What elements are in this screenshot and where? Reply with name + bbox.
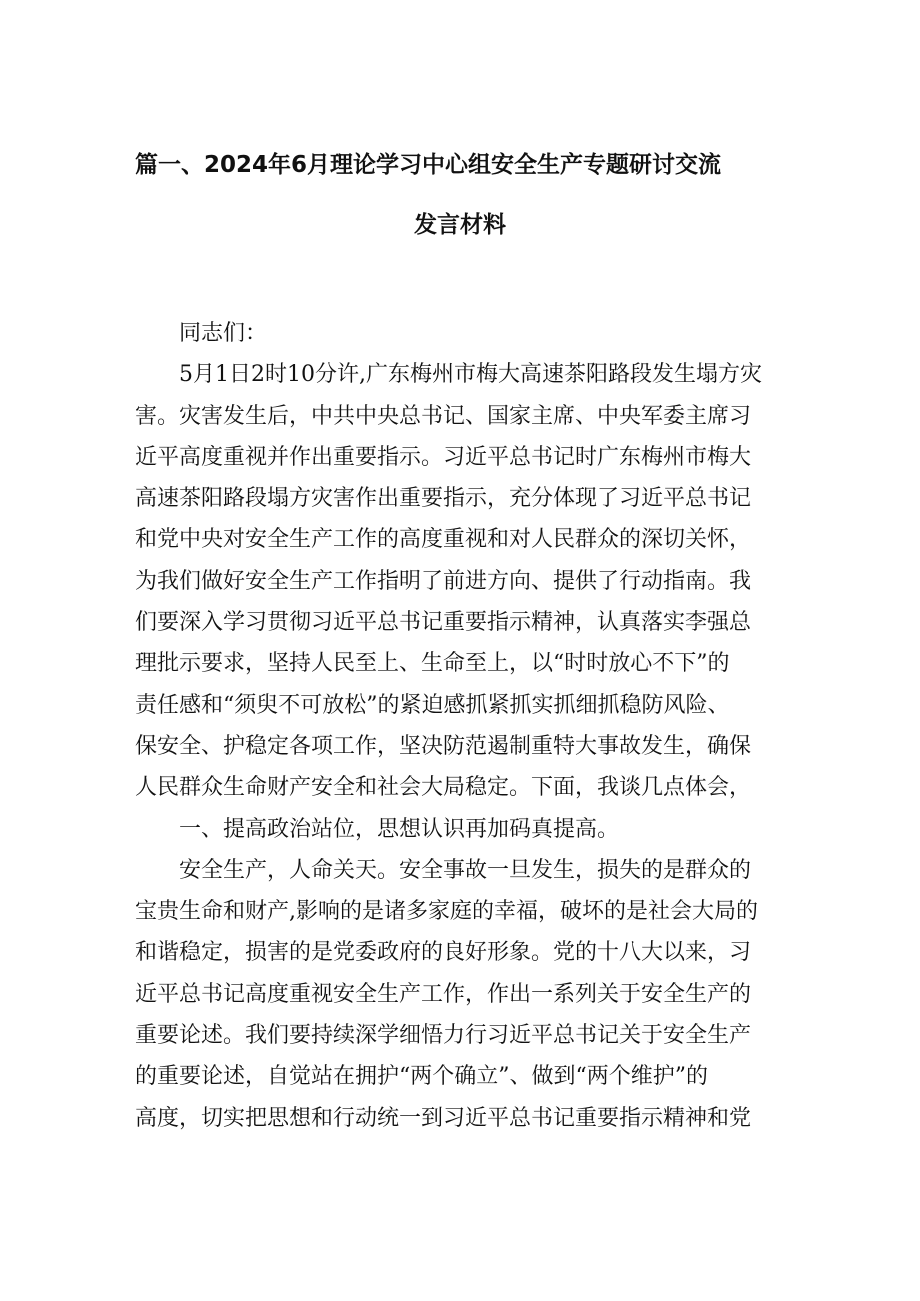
body-text-line: 理批示要求，坚持人民至上、生命至上，以“时时放心不下”的	[135, 651, 730, 677]
body-text-line: 和党中央对安全生产工作的高度重视和对人民群众的深切关怀，	[135, 527, 752, 553]
body-text-line: 和谐稳定，损害的是党委政府的良好形象。党的十八大以来，习	[135, 940, 752, 966]
body-text-line: 近平总书记高度重视安全生产工作，作出一系列关于安全生产的	[135, 981, 752, 1007]
body-text-line: 安全生产，人命关天。安全事故一旦发生，损失的是群众的	[179, 857, 752, 883]
body-text-line: 害。灾害发生后，中共中央总书记、国家主席、中央军委主席习	[135, 403, 752, 429]
document-body	[135, 313, 805, 1139]
body-text-line: 保安全、护稳定各项工作，坚决防范遏制重特大事故发生，确保	[135, 733, 752, 759]
body-text-line: 们要深入学习贯彻习近平总书记重要指示精神，认真落实李强总	[135, 610, 752, 636]
document-title-line-1: 篇一、2024年6月理论学习中心组安全生产专题研讨交流	[135, 152, 722, 178]
body-text-line: 5月1日2时10分许,广东梅州市梅大高速茶阳路段发生塌方灾	[179, 362, 762, 388]
body-text-line: 责任感和“须臾不可放松”的紧迫感抓紧抓实抓细抓稳防风险、	[135, 692, 730, 718]
body-text-line: 一、提高政治站位，思想认识再加码真提高。	[179, 816, 620, 842]
body-text-line: 人民群众生命财产安全和社会大局稳定。下面，我谈几点体会，	[135, 775, 752, 801]
body-text-line: 高度，切实把思想和行动统一到习近平总书记重要指示精神和党	[135, 1105, 752, 1131]
body-text-line: 为我们做好安全生产工作指明了前进方向、提供了行动指南。我	[135, 568, 752, 594]
body-text-line: 近平高度重视并作出重要指示。习近平总书记时广东梅州市梅大	[135, 444, 752, 470]
document-title-line-2: 发言材料	[414, 212, 506, 238]
body-text-line: 同志们：	[179, 321, 268, 346]
body-text-line: 宝贵生命和财产,影响的是诸多家庭的幸福，破坏的是社会大局的	[135, 899, 758, 925]
body-text-line: 的重要论述，自觉站在拥护“两个确立”、做到“两个维护”的	[135, 1064, 708, 1090]
body-text-line: 高速茶阳路段塌方灾害作出重要指示，充分体现了习近平总书记	[135, 486, 752, 512]
body-text-line: 重要论述。我们要持续深学细悟力行习近平总书记关于安全生产	[135, 1023, 752, 1049]
